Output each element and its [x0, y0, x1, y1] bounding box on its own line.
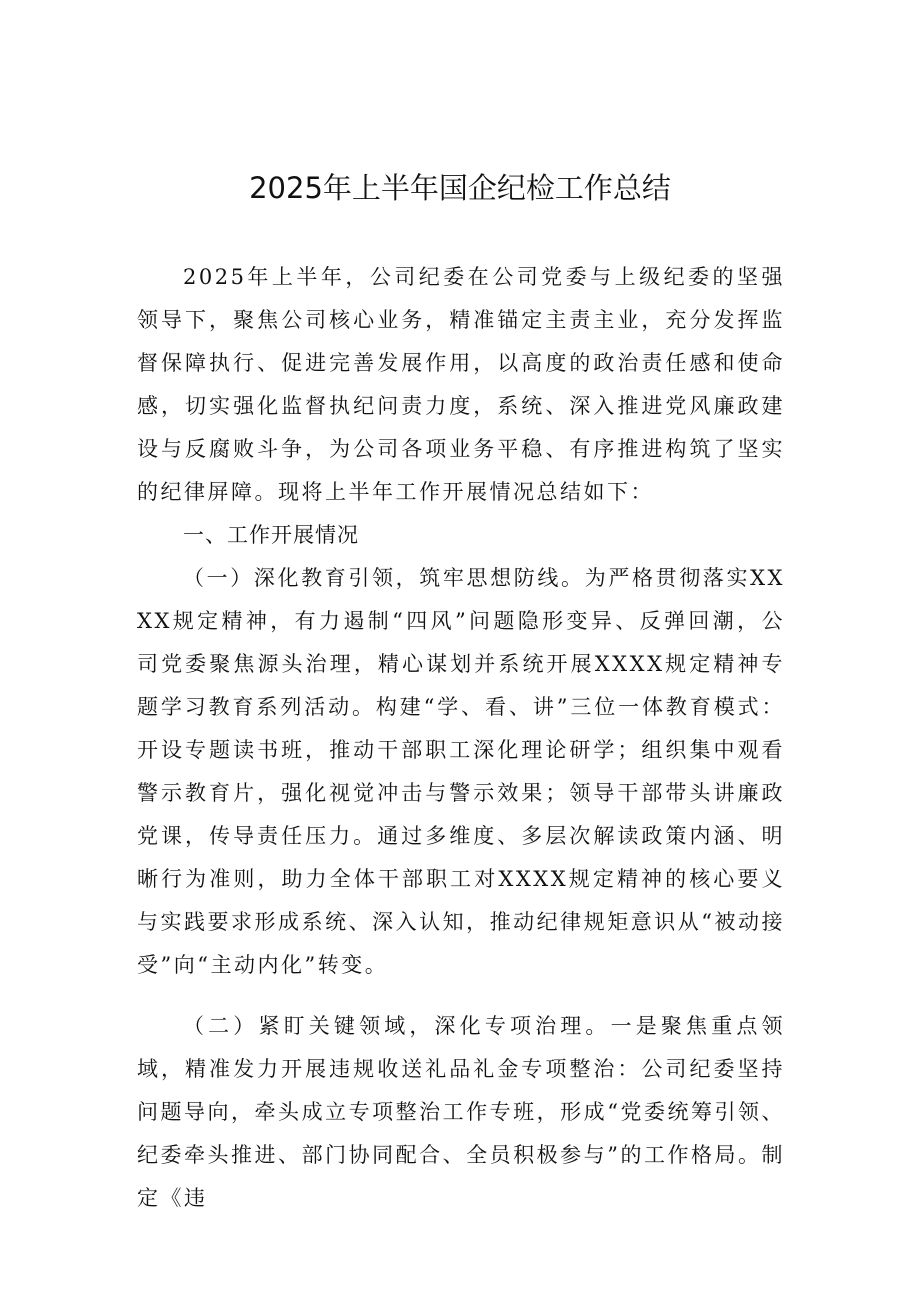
- body-paragraph-2: （二）紧盯关键领域，深化专项治理。一是聚焦重点领域，精准发力开展违规收送礼品礼金专项整治：公司纪委坚持问题导向，牵头成立专项整治工作专班，形成“党委统筹引领、纪委牵头推进、部门协同配合、全员积极参与”的工作格局。制定《违: [137, 1014, 785, 1210]
- section-heading: 一、工作开展情况: [183, 523, 359, 547]
- document-body: [137, 256, 785, 1220]
- body-paragraph-1: （一）深化教育引领，筑牢思想防线。为严格贯彻落实XXXX规定精神，有力遏制“四风”问题隐形变异、反弹回潮，公司党委聚焦源头治理，精心谋划并系统开展XXXX规定精神专题学习教育系列活动。构建“学、看、讲”三位一体教育模式：开设专题读书班，推动干部职工深化理论研学；组织集中观看警示教育片，强化视觉冲击与警示效果；领导干部带头讲廉政党课，传导责任压力。通过多维度、多层次解读政策内涵、明晰行为准则，助力全体干部职工对XXXX规定精神的核心要义与实践要求形成系统、深入认知，推动纪律规矩意识从“被动接受”向“主动内化”转变。: [137, 566, 785, 977]
- document-title: 2025年上半年国企纪检工作总结: [249, 171, 671, 205]
- intro-paragraph: 2025年上半年，公司纪委在公司党委与上级纪委的坚强领导下，聚焦公司核心业务，精准锚定主责主业，充分发挥监督保障执行、促进完善发展作用，以高度的政治责任感和使命感，切实强化监督执纪问责力度，系统、深入推进党风廉政建设与反腐败斗争，为公司各项业务平稳、有序推进构筑了坚实的纪律屏障。现将上半年工作开展情况总结如下：: [137, 265, 785, 504]
